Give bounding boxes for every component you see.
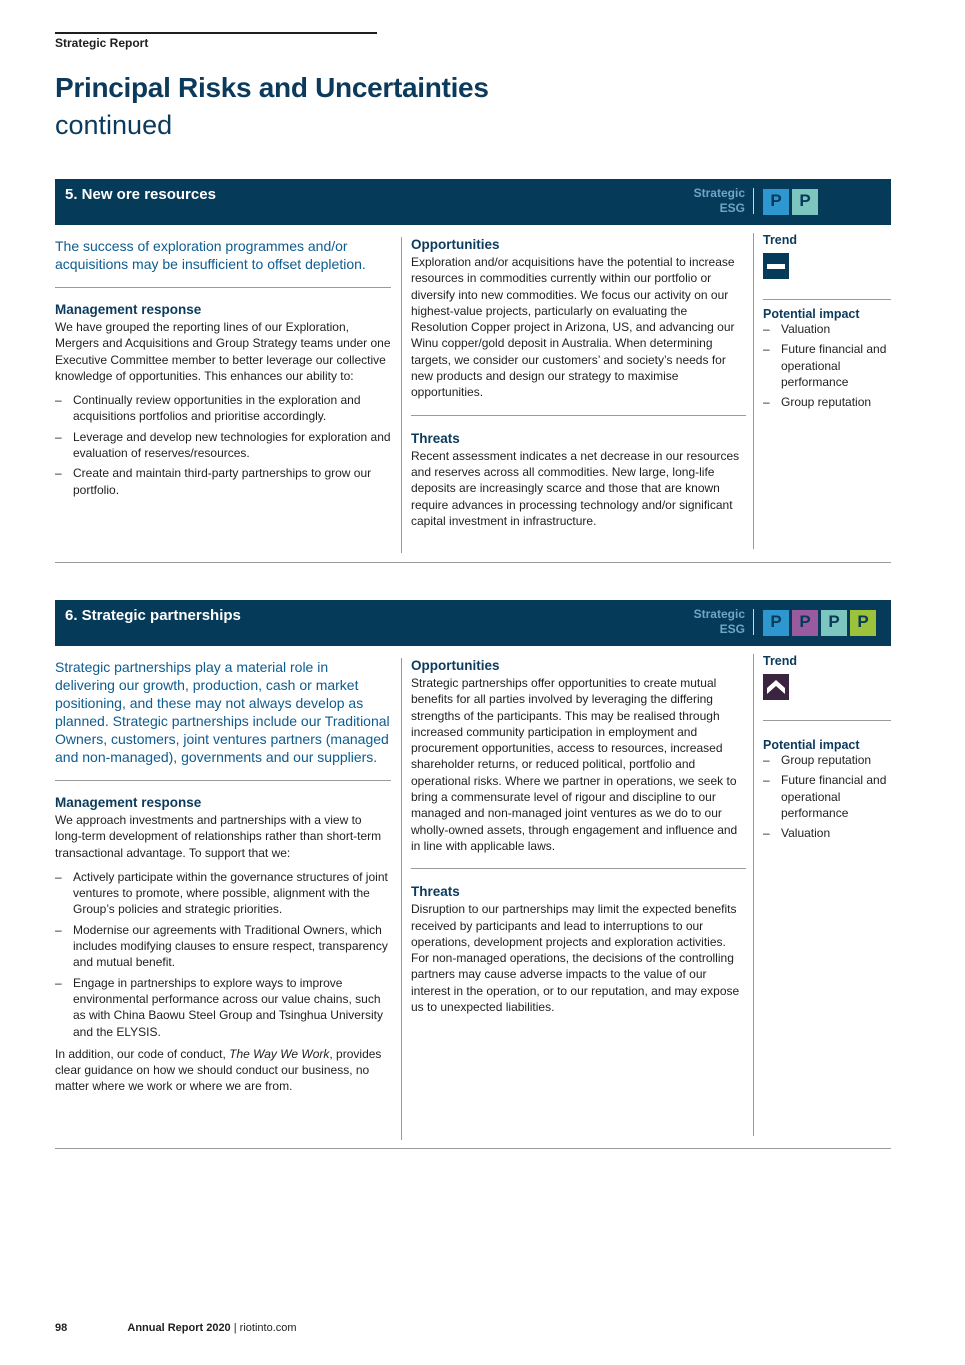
list-item: – Valuation: [763, 321, 891, 337]
risk-title: 5. New ore resources: [65, 186, 216, 203]
page-subtitle: continued: [55, 110, 173, 140]
section-bottom-rule: [55, 1148, 891, 1149]
list-item: – Leverage and develop new technologies for exploration and evaluation of reserves/resources.: [55, 429, 391, 462]
risk-header-band: [55, 600, 891, 646]
tag-divider: [753, 609, 754, 635]
badge-teal: P: [821, 610, 847, 636]
trend-label: Trend: [763, 233, 798, 247]
management-text: We have grouped the reporting lines of our Exploration, Mergers and Acquisitions and Group Strategy teams under one Executive Committee member to better leverage our collective knowledge of opportunities. This enhances our ability to:: [55, 320, 391, 383]
management-section: [55, 287, 391, 498]
esg-label: ESG: [719, 622, 745, 636]
threats-section: [411, 415, 746, 529]
website-link[interactable]: riotinto.com: [239, 1322, 297, 1334]
management-section: [55, 780, 391, 1095]
list-item: – Future financial and operational performance: [763, 341, 891, 390]
impact-section: [763, 720, 891, 841]
strategic-label: Strategic: [693, 186, 745, 200]
risk-category-labels: [694, 186, 745, 216]
closing-prefix: In addition, our code of conduct,: [55, 1046, 226, 1061]
management-list: [55, 392, 391, 498]
report-name: Annual Report 2020: [127, 1322, 231, 1334]
list-item: – Modernise our agreements with Traditional Owners, which includes modifying clauses to ensure respect, transparency and mutual benefit.: [55, 922, 391, 971]
threats-text: Disruption to our partnerships may limit the expected benefits received by participants and lead to interruptions to our operations, development projects and exploration activities. For non-managed operations, the decisions of the controlling partners may cause adverse impacts to the value of our interest in the operation, or to our reputation, and may expose us to unexpected liabilities.: [411, 902, 740, 1015]
risk-category-labels: [694, 607, 745, 637]
list-item: – Actively participate within the governance structures of joint ventures to promote, where possible, alignment with the Group’s policies and strategic priorities.: [55, 869, 391, 918]
badge-green: P: [850, 610, 876, 636]
impact-section: [763, 299, 891, 410]
trend-increasing-icon: [763, 674, 789, 700]
closing-text: [55, 1046, 391, 1095]
trend-decreasing-icon: [763, 253, 789, 279]
top-rule: [55, 32, 377, 34]
threats-heading: Threats: [411, 884, 460, 900]
list-item: – Create and maintain third-party partnerships to grow our portfolio.: [55, 465, 391, 498]
risk-middle-column: [401, 658, 746, 1140]
risk-title: 6. Strategic partnerships: [65, 607, 241, 624]
code-of-conduct-title: The Way We Work: [229, 1046, 330, 1061]
opportunities-text: Strategic partnerships offer opportunities to create mutual benefits for all parties involved by leveraging the differing strengths of the participants. This may be realised through increased community participation in employment and procurement opportunities, access to resources, increased shareholder returns, or reduced political, portfolio and operational risks. Where we partner in operations, we seek to bring a commensurate level of rigour and discipline to our managed and non-managed joint ventures as we do to our wholly-owned assets, through engagement and influence and in line with applicable laws.: [411, 676, 738, 853]
esg-label: ESG: [719, 201, 745, 215]
closing-suffix: , provides clear guidance on how we should conduct our business, no matter where we work or where we are from.: [55, 1046, 382, 1094]
list-item: – Future financial and operational performance: [763, 772, 891, 821]
principle-badges: [763, 189, 818, 215]
tag-divider: [753, 188, 754, 214]
threats-heading: Threats: [411, 430, 460, 446]
list-item: – Valuation: [763, 825, 891, 841]
badge-blue: P: [763, 610, 789, 636]
management-text: We approach investments and partnerships with a view to long-term development of relationships rather than short-term transactional advantage. To support that we:: [55, 813, 382, 860]
threats-section: [411, 868, 746, 1015]
threats-text: Recent assessment indicates a net decrease in our resources and reserves across all commodities. New large, long-life deposits are increasingly scarce and those that are known require advances in processing technology and/or significant capital investment in infrastructure.: [411, 448, 740, 528]
page-title: Principal Risks and Uncertainties: [55, 72, 489, 103]
risk-right-column: [753, 233, 891, 549]
opportunities-text: Exploration and/or acquisitions have the potential to increase resources in commodities currently within our portfolio or diversify into new commodities. We focus our activity on our highest-value projects, particularly on evaluating the Resolution Copper project in Arizona, US, and advancing our Winu copper/gold deposit in Australia. When determining targets, we consider our customers’ and society’s needs for new products and design our strategy to maximise opportunities.: [411, 255, 735, 400]
risk-right-column: [753, 654, 891, 1136]
page-footer: [55, 1322, 297, 1334]
list-item: – Group reputation: [763, 394, 891, 410]
management-heading: Management response: [55, 302, 202, 317]
section-label: Strategic Report: [55, 36, 149, 50]
impact-list: [763, 321, 891, 410]
risk-left-column: [55, 237, 391, 553]
badge-purple: P: [792, 610, 818, 636]
opportunities-heading: Opportunities: [411, 658, 500, 673]
management-heading: Management response: [55, 795, 202, 810]
management-list: [55, 869, 391, 1040]
page-number: 98: [55, 1322, 68, 1334]
opportunities-heading: Opportunities: [411, 237, 500, 252]
risk-block-new-ore-resources: [55, 179, 891, 563]
section-bottom-rule: [55, 562, 891, 563]
badge-teal: P: [792, 189, 818, 215]
risk-block-strategic-partnerships: [55, 600, 891, 1150]
list-item: – Continually review opportunities in the exploration and acquisitions portfolios and prioritise accordingly.: [55, 392, 391, 425]
impact-heading: Potential impact: [763, 738, 860, 752]
impact-list: [763, 752, 891, 841]
strategic-label: Strategic: [693, 607, 745, 621]
risk-header-band: [55, 179, 891, 225]
risk-lead: Strategic partnerships play a material role in delivering our growth, production, cash or market positioning, and these may not always develop as planned. Strategic partnerships include our Traditional Owners, customers, joint ventures partners (managed and non-managed), governments and our suppliers.: [55, 659, 390, 765]
risk-lead: The success of exploration programmes and/or acquisitions may be insufficient to offset depletion.: [55, 238, 366, 272]
impact-heading: Potential impact: [763, 307, 860, 321]
principle-badges: [763, 610, 876, 636]
risk-middle-column: [401, 237, 746, 553]
list-item: – Engage in partnerships to explore ways to improve environmental performance across our value chains, such as with China Baowu Steel Group and Tsinghua University and the ELYSIS.: [55, 975, 391, 1040]
footer-separator: |: [233, 1322, 237, 1334]
list-item: – Group reputation: [763, 752, 891, 768]
badge-blue: P: [763, 189, 789, 215]
trend-label: Trend: [763, 654, 798, 668]
risk-left-column: [55, 658, 391, 1140]
